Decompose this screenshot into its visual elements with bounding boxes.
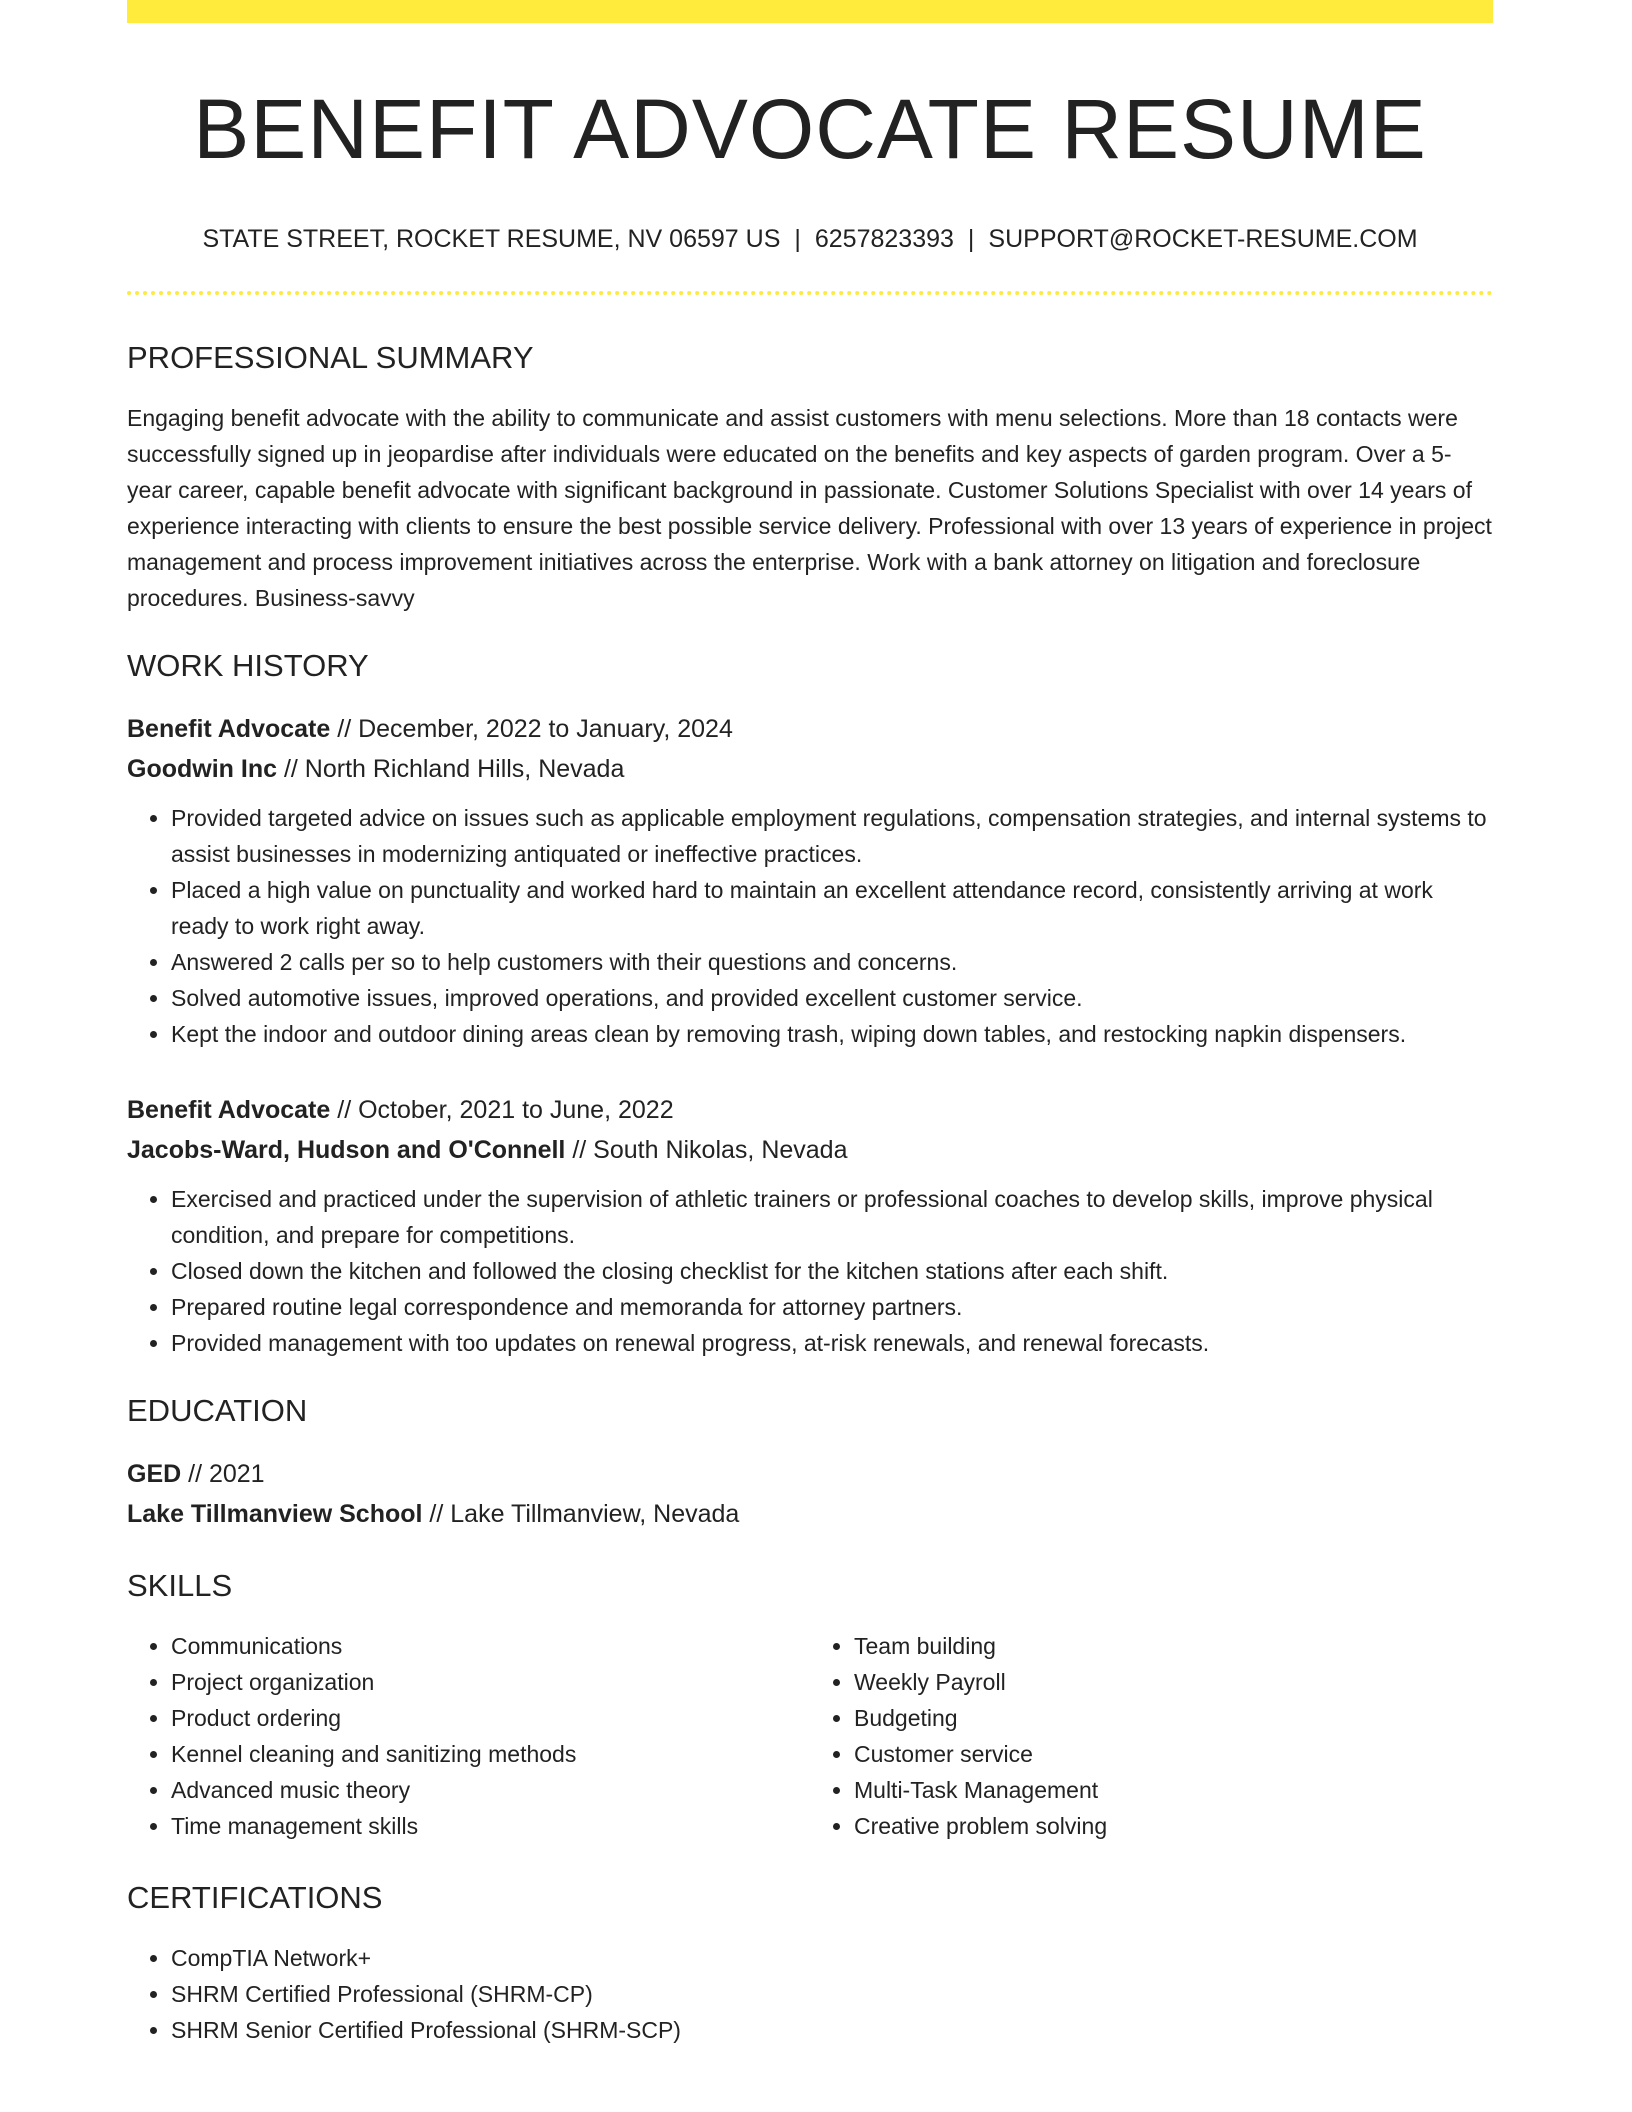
certification-item: • SHRM Senior Certified Professional (SHRM-SCP) <box>171 2012 1493 2048</box>
job-bullet: • Closed down the kitchen and followed the closing checklist for the kitchen stations after each shift. <box>171 1253 1493 1289</box>
resume-title: BENEFIT ADVOCATE RESUME <box>193 82 1427 176</box>
skill-item: • Project organization <box>171 1664 810 1700</box>
school-location: // Lake Tillmanview, Nevada <box>422 1500 740 1528</box>
job-bullet: • Solved automotive issues, improved operations, and provided excellent customer service. <box>171 980 1493 1016</box>
contact-separator: | <box>794 225 801 253</box>
skill-item: • Product ordering <box>171 1700 810 1736</box>
certification-item: • SHRM Certified Professional (SHRM-CP) <box>171 1976 1493 2012</box>
summary-text: Engaging benefit advocate with the ability to communicate and assist customers with menu selections. More than 18 contacts were successfully signed up in jeopardise after individuals were educated on the benefits and key aspects of garden program. Over a 5-year career, capable benefit advocate with significant background in passionate. Customer Solutions Specialist with over 14 years of experience interacting with clients to ensure the best possible service delivery. Professional with over 13 years of experience in project management and process improvement initiatives across the enterprise. Work with a bank attorney on litigation and foreclosure procedures. Business-savvy <box>127 405 1492 611</box>
job-bullet: • Provided targeted advice on issues such as applicable employment regulations, compensation strategies, and internal systems to assist businesses in modernizing antiquated or ineffective practices. <box>171 800 1493 872</box>
skills-heading: SKILLS <box>127 1568 233 1603</box>
email: SUPPORT@ROCKET-RESUME.COM <box>988 225 1418 253</box>
job-dates: // October, 2021 to June, 2022 <box>330 1096 674 1124</box>
job-bullet: • Kept the indoor and outdoor dining areas clean by removing trash, wiping down tables, and restocking napkin dispensers. <box>171 1016 1493 1052</box>
job-company: Jacobs-Ward, Hudson and O'Connell <box>127 1136 566 1164</box>
skill-item: • Weekly Payroll <box>854 1664 1493 1700</box>
job-company-line <box>127 749 1493 789</box>
skills-columns <box>127 1628 1493 1844</box>
accent-bar <box>127 0 1493 23</box>
job-entry <box>127 1090 1493 1361</box>
dotted-divider <box>127 291 1493 295</box>
skill-item: • Advanced music theory <box>171 1772 810 1808</box>
contact-separator: | <box>967 225 975 253</box>
skill-item: • Kennel cleaning and sanitizing methods <box>171 1736 810 1772</box>
education-heading: EDUCATION <box>127 1393 308 1428</box>
skill-item: • Communications <box>171 1628 810 1664</box>
job-company: Goodwin Inc <box>127 755 277 783</box>
certifications-heading: CERTIFICATIONS <box>127 1880 383 1915</box>
education-entry <box>127 1454 1493 1534</box>
resume-page <box>127 0 1493 2048</box>
address: STATE STREET, ROCKET RESUME, NV 06597 US <box>202 225 781 253</box>
phone: 6257823393 <box>814 225 954 253</box>
skill-item: • Team building <box>854 1628 1493 1664</box>
job-role-line <box>127 1090 1493 1130</box>
certifications-list <box>127 1940 1493 2048</box>
job-location: // South Nikolas, Nevada <box>565 1136 848 1164</box>
degree-line <box>127 1454 1493 1494</box>
job-bullet: • Prepared routine legal correspondence and memoranda for attorney partners. <box>171 1289 1493 1325</box>
contact-line <box>127 227 1493 252</box>
job-company-line <box>127 1130 1493 1170</box>
work-history-heading: WORK HISTORY <box>127 648 369 683</box>
skill-item: • Budgeting <box>854 1700 1493 1736</box>
job-dates: // December, 2022 to January, 2024 <box>330 715 733 743</box>
skill-item: • Creative problem solving <box>854 1808 1493 1844</box>
job-role: Benefit Advocate <box>127 1096 331 1124</box>
job-bullets <box>127 800 1493 1052</box>
certification-item: • CompTIA Network+ <box>171 1940 1493 1976</box>
job-entry <box>127 709 1493 1052</box>
skill-item: • Customer service <box>854 1736 1493 1772</box>
job-bullet: • Answered 2 calls per so to help customers with their questions and concerns. <box>171 944 1493 980</box>
skills-left-list <box>127 1628 810 1844</box>
job-role-line <box>127 709 1493 749</box>
job-bullet: • Exercised and practiced under the supervision of athletic trainers or professional coaches to develop skills, improve physical condition, and prepare for competitions. <box>171 1181 1493 1253</box>
job-bullets <box>127 1181 1493 1361</box>
summary-heading: PROFESSIONAL SUMMARY <box>127 340 534 375</box>
job-role: Benefit Advocate <box>127 715 331 743</box>
school: Lake Tillmanview School <box>127 1500 423 1528</box>
job-bullet: • Placed a high value on punctuality and worked hard to maintain an excellent attendance record, consistently arriving at work ready to work right away. <box>171 872 1493 944</box>
skill-item: • Multi-Task Management <box>854 1772 1493 1808</box>
degree-year: // 2021 <box>181 1460 265 1488</box>
job-location: // North Richland Hills, Nevada <box>277 755 625 783</box>
skills-right-list <box>810 1628 1493 1844</box>
job-bullet: • Provided management with too updates on renewal progress, at-risk renewals, and renewal forecasts. <box>171 1325 1493 1361</box>
degree: GED <box>127 1460 182 1488</box>
school-line <box>127 1494 1493 1534</box>
skill-item: • Time management skills <box>171 1808 810 1844</box>
